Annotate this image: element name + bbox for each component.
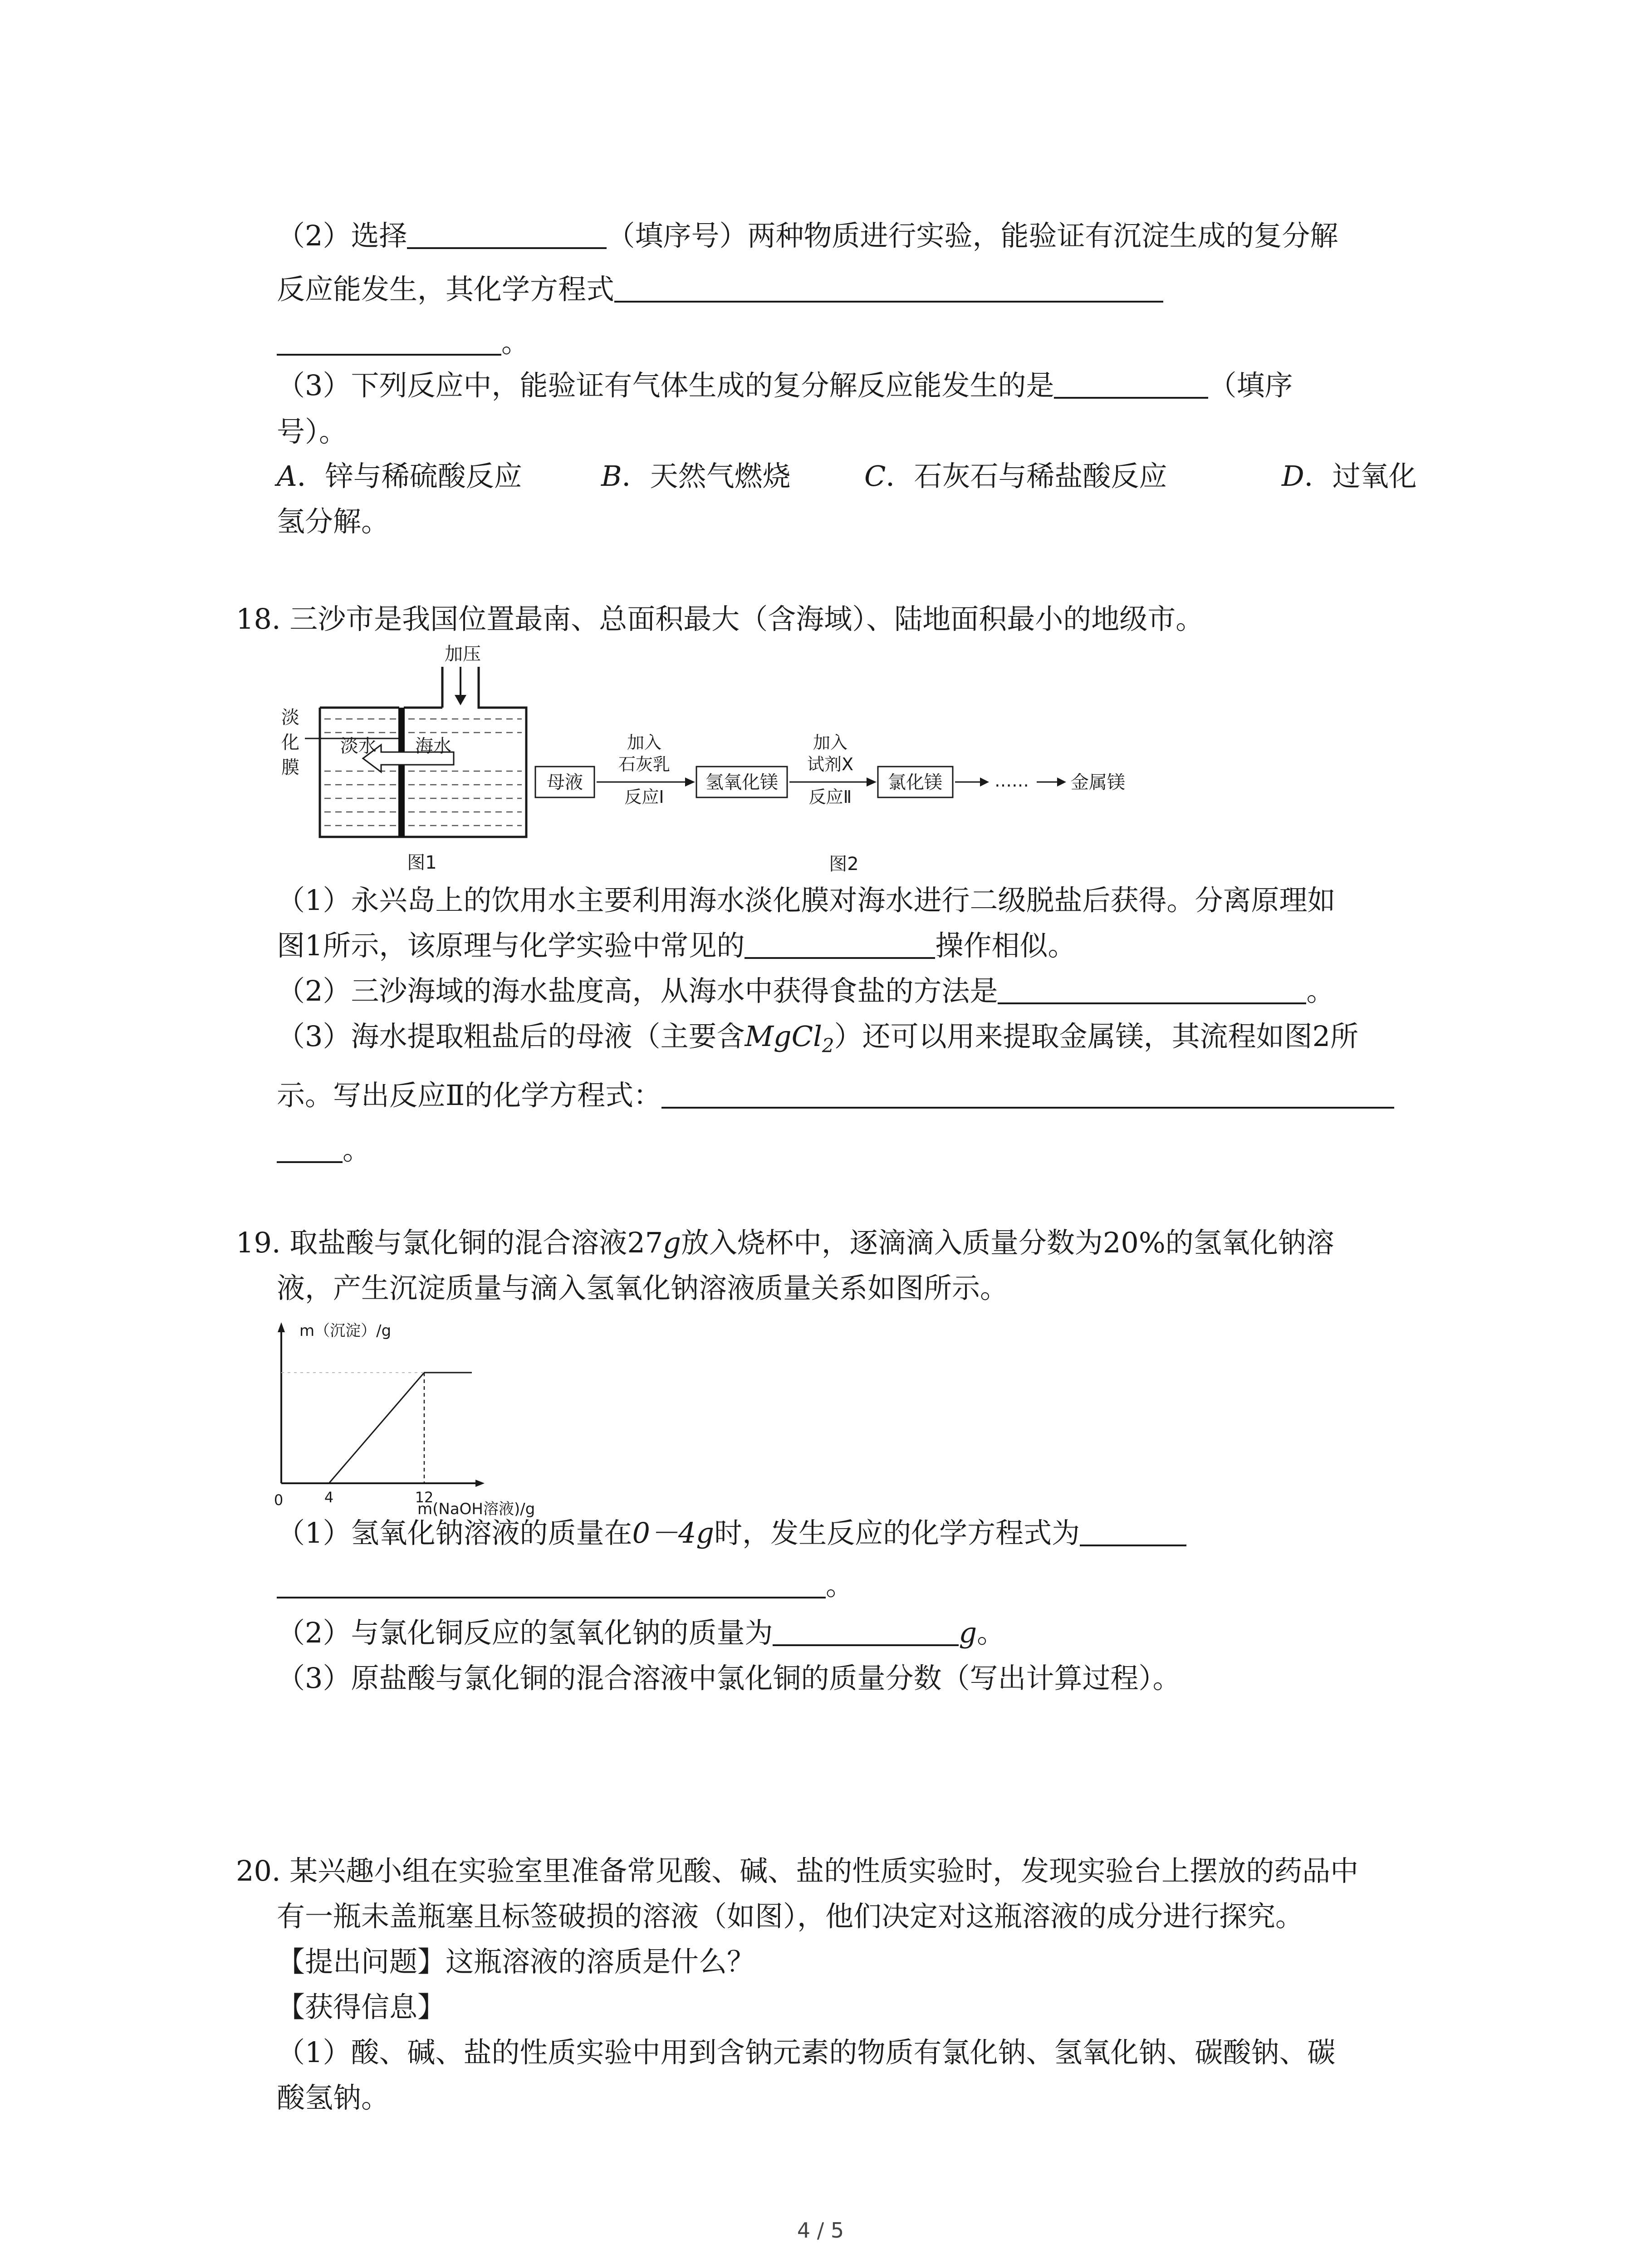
q17-part3-line2: 号）。 bbox=[277, 415, 348, 448]
q18-part2: （2）三沙海域的海水盐度高，从海水中获得食盐的方法是 。 bbox=[277, 974, 1335, 1007]
q19-part1-line2: 。 bbox=[277, 1567, 854, 1603]
flow-box-mg-hydroxide-label: 氢氧化镁 bbox=[705, 772, 778, 793]
step1-line3: 反应Ⅰ bbox=[624, 787, 664, 807]
q17-part3-line1: （3）下列反应中，能验证有气体生成的复分解反应能发生的是 （填序 bbox=[277, 369, 1293, 402]
q18-part3-line2: 示。写出反应Ⅱ的化学方程式： bbox=[277, 1077, 1394, 1114]
q19-part3: （3）原盐酸与氯化铜的混合溶液中氯化铜的质量分数（写出计算过程）。 bbox=[277, 1662, 1181, 1695]
q19-chart bbox=[268, 1311, 640, 1529]
q18-part3-line3: 。 bbox=[277, 1132, 371, 1168]
step2-line1: 加入 bbox=[813, 733, 848, 753]
answer-blank[interactable] bbox=[277, 326, 501, 356]
step4-arrow-head bbox=[1057, 777, 1066, 787]
chart-marks bbox=[281, 1373, 472, 1506]
x-tick-label: 12 bbox=[415, 1489, 434, 1506]
answer-blank[interactable] bbox=[277, 1569, 826, 1598]
chart-axes bbox=[274, 1322, 535, 1518]
q17-part2-line1: （2）选择 （填序号）两种物质进行实验，能验证有沉淀生成的复分解 bbox=[277, 219, 1338, 252]
step1-line1: 加入 bbox=[627, 733, 662, 753]
y-axis-label: m（沉淀）/g bbox=[299, 1322, 392, 1340]
q17-option-b: B．天然气燃烧 bbox=[601, 459, 791, 493]
x-axis-arrow bbox=[475, 1480, 485, 1487]
q17-option-d: D．过氧化 bbox=[1282, 459, 1417, 493]
q17-option-c: C．石灰石与稀盐酸反应 bbox=[864, 459, 1167, 493]
figure-1-caption: 图1 bbox=[407, 852, 437, 873]
answer-blank[interactable] bbox=[407, 219, 607, 249]
figure-2-caption: 图2 bbox=[829, 854, 859, 875]
answer-blank[interactable] bbox=[773, 1616, 959, 1646]
q17-part2-line3: 。 bbox=[277, 324, 529, 361]
pressure-label: 加压 bbox=[445, 644, 481, 665]
step1-line2: 石灰乳 bbox=[618, 754, 671, 774]
flow-end-magnesium: 金属镁 bbox=[1071, 772, 1125, 793]
q17-option-d-cont: 氢分解。 bbox=[277, 505, 390, 538]
fresh-water-label: 淡水 bbox=[340, 736, 377, 757]
flow-box-mother-liquor-label: 母液 bbox=[547, 772, 583, 793]
step2-line3: 反应Ⅱ bbox=[808, 787, 852, 807]
q20-stem-line1: 20. 某兴趣小组在实验室里准备常见酸、碱、盐的性质实验时，发现实验台上摆放的药品中 bbox=[236, 1854, 1359, 1887]
figure-1-desalination bbox=[277, 640, 558, 875]
membrane-bar bbox=[398, 708, 405, 837]
q18-part3-line1: （3）海水提取粗盐后的母液（主要含MgCl$_2$）还可以用来提取金属镁，其流程如图2所 bbox=[277, 1020, 1359, 1057]
step1-arrow-head bbox=[685, 777, 695, 787]
q19-stem-line1: 19. 取盐酸与氯化铜的混合溶液27g放入烧杯中，逐滴滴入质量分数为20%的氢氧化钠溶 bbox=[236, 1226, 1334, 1259]
step2-arrow-head bbox=[867, 777, 877, 787]
step2-line2: 试剂X bbox=[807, 754, 854, 774]
answer-blank[interactable] bbox=[1080, 1516, 1186, 1546]
page-number: 4 / 5 bbox=[797, 2218, 844, 2243]
pressure-arrow-head bbox=[455, 695, 466, 705]
answer-blank[interactable] bbox=[1054, 369, 1208, 399]
q19-part2: （2）与氯化铜反应的氢氧化钠的质量为 g。 bbox=[277, 1616, 1005, 1649]
flow-ellipsis: …… bbox=[994, 771, 1029, 791]
q20-info1-line1: （1）酸、碱、盐的性质实验中用到含钠元素的物质有氯化钠、氢氧化钠、碳酸钠、碳 bbox=[277, 2036, 1336, 2069]
q20-info-title: 【获得信息】 bbox=[277, 1990, 446, 2024]
answer-blank[interactable] bbox=[661, 1079, 1394, 1109]
q19-stem-line2: 液，产生沉淀质量与滴入氢氧化钠溶液质量关系如图所示。 bbox=[277, 1271, 1009, 1305]
membrane-label-3: 膜 bbox=[281, 757, 299, 778]
x-tick-label: 4 bbox=[324, 1489, 334, 1506]
x-axis-label: m(NaOH溶液)/g bbox=[417, 1500, 535, 1518]
flow-box-mg-chloride-label: 氯化镁 bbox=[888, 772, 942, 793]
y-axis-arrow bbox=[278, 1322, 285, 1332]
figure-2-flow bbox=[531, 730, 1157, 875]
q18-part1-line1: （1）永兴岛上的饮用水主要利用海水淡化膜对海水进行二级脱盐后获得。分离原理如 bbox=[277, 884, 1336, 917]
precipitate-line bbox=[329, 1373, 472, 1483]
q20-question: 【提出问题】这瓶溶液的溶质是什么？ bbox=[277, 1945, 755, 1978]
membrane-label-2: 化 bbox=[281, 732, 299, 753]
answer-blank[interactable] bbox=[745, 929, 935, 959]
origin-label: 0 bbox=[274, 1491, 284, 1509]
answer-blank[interactable] bbox=[277, 1133, 343, 1163]
q17-option-a: A．锌与稀硫酸反应 bbox=[277, 459, 522, 493]
answer-blank[interactable] bbox=[614, 273, 1163, 303]
q20-stem-line2: 有一瓶未盖瓶塞且标签破损的溶液（如图），他们决定对这瓶溶液的成分进行探究。 bbox=[277, 1900, 1304, 1933]
membrane-label-1: 淡 bbox=[281, 707, 299, 728]
water-dashes bbox=[324, 719, 522, 826]
sea-water-label: 海水 bbox=[415, 736, 451, 757]
q19-part1-line1: （1）氢氧化钠溶液的质量在0－4g时，发生反应的化学方程式为 bbox=[277, 1515, 1186, 1551]
q18-part1-line2: 图1所示，该原理与化学实验中常见的 操作相似。 bbox=[277, 929, 1076, 962]
q17-part2-line2: 反应能发生，其化学方程式 bbox=[277, 271, 1163, 308]
q18-stem: 18. 三沙市是我国位置最南、总面积最大（含海域）、陆地面积最小的地级市。 bbox=[236, 602, 1204, 635]
step3-arrow-head bbox=[980, 777, 989, 787]
q20-info1-line2: 酸氢钠。 bbox=[277, 2081, 390, 2114]
answer-blank[interactable] bbox=[998, 974, 1306, 1004]
